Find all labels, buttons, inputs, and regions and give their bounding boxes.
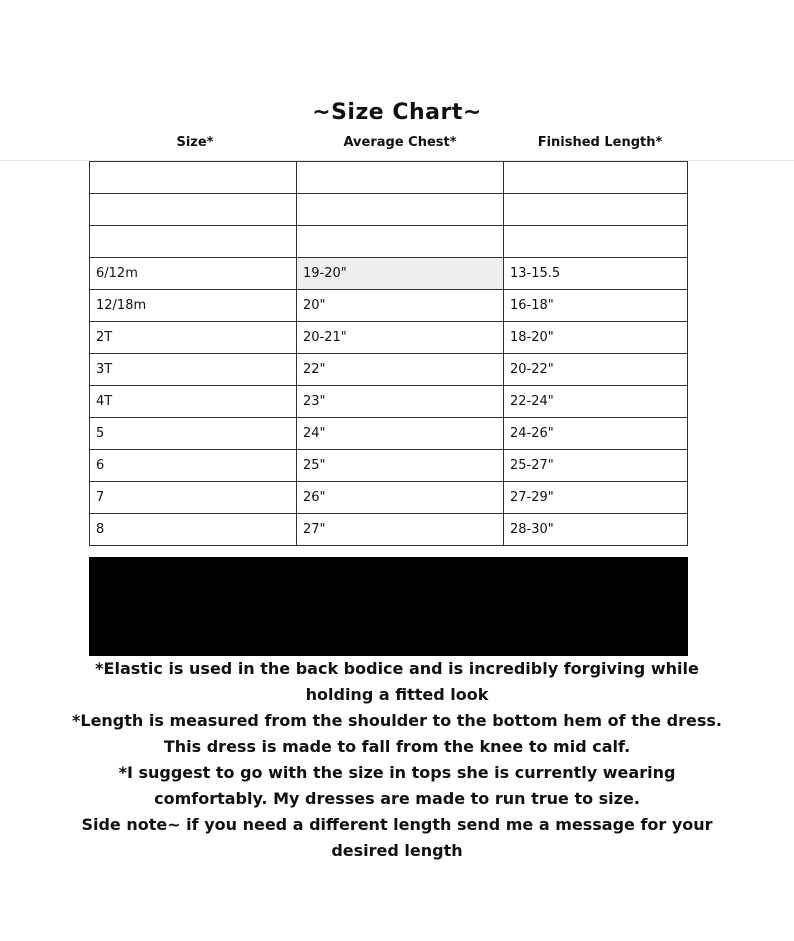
header-size: Size* (176, 135, 214, 150)
chart-title: ~Size Chart~ (312, 100, 482, 125)
note-elastic-line-1: *Elastic is used in the back bodice and is incredibly forgiving while (95, 659, 699, 678)
cell-size: 12/18m (90, 290, 297, 322)
table-row (90, 386, 688, 418)
note-side-line-1: Side note~ if you need a different length send me a message for your (81, 815, 713, 834)
cell-chest: 26" (297, 482, 504, 514)
cell-chest: 19-20" (297, 258, 504, 290)
table-row (90, 194, 688, 226)
cell-length: 24-26" (504, 418, 688, 450)
table-row (90, 354, 688, 386)
cell-size: 3T (90, 354, 297, 386)
size-table (89, 161, 688, 546)
cell-length (504, 162, 688, 194)
table-row (90, 226, 688, 258)
cell-chest (297, 162, 504, 194)
cell-chest: 22" (297, 354, 504, 386)
note-length-line-2: This dress is made to fall from the knee to mid calf. (163, 737, 631, 756)
cell-length: 25-27" (504, 450, 688, 482)
redaction-block (89, 557, 688, 656)
cell-length (504, 226, 688, 258)
cell-chest: 20-21" (297, 322, 504, 354)
cell-length: 20-22" (504, 354, 688, 386)
note-suggest-line-2: comfortably. My dresses are made to run true to size. (154, 789, 640, 808)
header-finished-length: Finished Length* (537, 135, 663, 150)
note-length-line-1: *Length is measured from the shoulder to the bottom hem of the dress. (72, 711, 722, 730)
cell-size: 6 (90, 450, 297, 482)
cell-length: 18-20" (504, 322, 688, 354)
cell-chest (297, 194, 504, 226)
cell-chest (297, 226, 504, 258)
table-row (90, 258, 688, 290)
note-elastic-line-2: holding a fitted look (305, 685, 489, 704)
header-average-chest: Average Chest* (343, 135, 457, 150)
cell-length: 13-15.5 (504, 258, 688, 290)
cell-length: 16-18" (504, 290, 688, 322)
cell-length: 28-30" (504, 514, 688, 546)
table-row (90, 418, 688, 450)
cell-length (504, 194, 688, 226)
cell-length: 27-29" (504, 482, 688, 514)
cell-size (90, 162, 297, 194)
cell-size (90, 226, 297, 258)
cell-size: 7 (90, 482, 297, 514)
table-row (90, 514, 688, 546)
note-suggest-line-1: *I suggest to go with the size in tops she is currently wearing (118, 763, 676, 782)
cell-chest: 20" (297, 290, 504, 322)
cell-size: 2T (90, 322, 297, 354)
cell-size: 8 (90, 514, 297, 546)
table-row (90, 162, 688, 194)
cell-size (90, 194, 297, 226)
table-row (90, 322, 688, 354)
cell-chest: 24" (297, 418, 504, 450)
notes (60, 656, 734, 864)
cell-size: 5 (90, 418, 297, 450)
note-side-line-2: desired length (331, 841, 463, 860)
cell-size: 4T (90, 386, 297, 418)
table-row (90, 450, 688, 482)
cell-chest: 25" (297, 450, 504, 482)
cell-chest: 27" (297, 514, 504, 546)
cell-chest: 23" (297, 386, 504, 418)
table-row (90, 482, 688, 514)
table-row (90, 290, 688, 322)
cell-length: 22-24" (504, 386, 688, 418)
cell-size: 6/12m (90, 258, 297, 290)
